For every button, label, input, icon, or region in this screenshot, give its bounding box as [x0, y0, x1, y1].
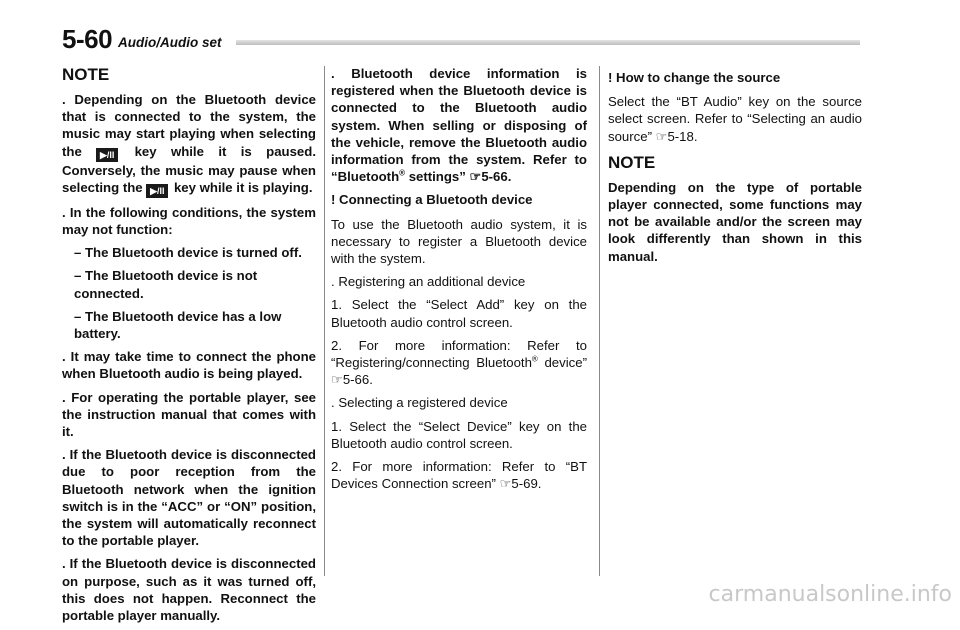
registered-mark: ®	[399, 168, 406, 178]
note-text: key while it is paused. Conversely, the music may pause when selecting the	[62, 143, 316, 195]
note-bullet: . In the following conditions, the system may not function:	[62, 204, 316, 238]
note-text: Depending on the type of portable player connected, some functions may not be available and/or the screen may look differently than shown in this manual.	[608, 179, 862, 264]
note-bullet: . If the Bluetooth device is disconnected on purpose, such as it was turned off, this does not happen. Reconnect the portable player manually.	[62, 556, 316, 624]
note-text: key while it is playing.	[173, 179, 313, 195]
paragraph: Select the “BT Audio” key on the source select screen. Refer to “Selecting an audio source” ☞5-18.	[608, 94, 862, 144]
header-rule	[236, 40, 860, 45]
condition-item: – The Bluetooth device is not connected.	[74, 268, 258, 301]
column-divider	[599, 66, 600, 576]
column-left	[62, 65, 316, 630]
step-text: 2. For more information: Refer to “Registering/connecting Bluetooth	[331, 337, 587, 371]
note-heading: NOTE	[62, 65, 110, 84]
column-middle	[331, 65, 587, 498]
cross-reference: settings” ☞5-66.	[405, 169, 512, 185]
column-divider	[324, 66, 325, 576]
note-bullet: . It may take time to connect the phone when Bluetooth audio is being played.	[62, 349, 316, 382]
play-pause-key-icon: ▶/II	[146, 184, 168, 198]
section-title: Audio/Audio set	[118, 35, 222, 50]
note-bullet: . For operating the portable player, see the instruction manual that comes with it.	[62, 389, 316, 440]
step	[331, 337, 587, 389]
step: 1. Select the “Select Device” key on the Bluetooth audio control screen.	[331, 418, 587, 451]
note-bullet: . If the Bluetooth device is disconnected due to poor reception from the Bluetooth network when the ignition switch is in the “ACC” or “ON” position, the system will automatically reconnect to the portable player.	[62, 447, 316, 549]
note-bullet	[331, 65, 587, 185]
condition-item: – The Bluetooth device has a low battery.	[74, 308, 282, 342]
step: 1. Select the “Select Add” key on the Bluetooth audio control screen.	[331, 297, 587, 330]
registered-mark: ®	[531, 354, 538, 364]
note-text: . Bluetooth device information is registered when the Bluetooth device is connected to the Bluetooth audio system. When selling or disposing of the vehicle, remove the Bluetooth audio information from the system. Refer to “Bluetooth	[331, 66, 587, 185]
page-header	[62, 24, 860, 58]
condition-item: – The Bluetooth device is turned off.	[74, 245, 302, 261]
subheading-connecting: ! Connecting a Bluetooth device	[331, 192, 533, 208]
note-bullet	[62, 91, 316, 198]
list-item: . Selecting a registered device	[331, 395, 508, 411]
watermark: carmanualsonline.info	[708, 582, 952, 607]
subheading-source: ! How to change the source	[608, 70, 781, 85]
column-right	[608, 65, 862, 271]
step: 2. For more information: Refer to “BT Devices Connection screen” ☞5-69.	[331, 459, 587, 492]
list-item: . Registering an additional device	[331, 274, 526, 290]
page-number: 5-60	[62, 24, 113, 54]
note-heading: NOTE	[608, 152, 656, 172]
note-text: . Depending on the Bluetooth device that is connected to the system, the music may start playing when selecting the	[62, 92, 316, 159]
play-pause-key-icon: ▶/II	[96, 148, 118, 162]
paragraph: To use the Bluetooth audio system, it is necessary to register a Bluetooth device with the system.	[331, 216, 587, 267]
cross-reference: device” ☞5-66.	[331, 355, 587, 388]
